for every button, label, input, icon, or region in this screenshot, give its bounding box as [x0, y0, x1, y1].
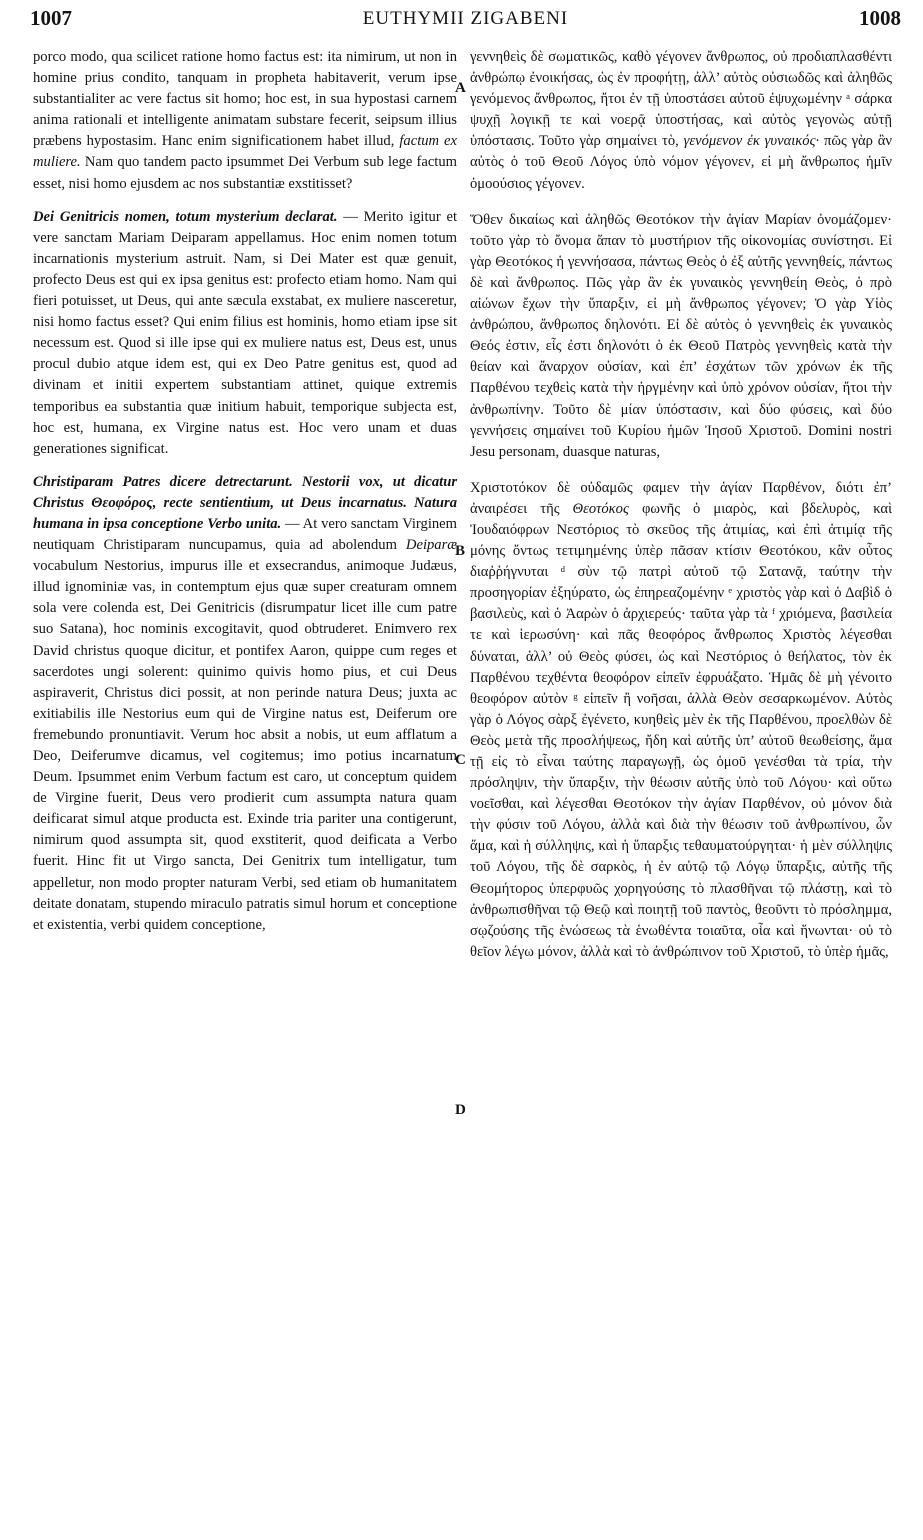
latin-p3-end: vocabulum Nestorius, impurus ille et exsecrandus, animoque Judæus, illud ignominiæ vas, in contemptum ejus quæ super creaturam omnem sola vere colenda est, Dei Genitricis (disrumpatur licet ille cum patre suo Satana), hoc nominis excogitavit, quod obtruderet. Enimvero rex David christus quoque dicitur, et pontifex Aaron, quippe cum reges et sacerdotes ungi solerent: quinimo quivis homo pius, et cui Deus aspiraverit, Christus dici possit, at non perinde natura Deus; juxta ac exitiabilis ille Nestorius eum qui de Virgine natus est, Deiferum ore fremebundo pronuntiavit. Verum hoc absit a nobis, ut eum afflatum a Deo, Deiferumve dicamus, vel cogitemus; imo potius incarnatum Deum. Ipsummet enim Verbum factum est caro, ut conceptum quidem de Virgine fuerit, Deus vero prodierit cum assumpta natura quam deificarat simul atque producta est. Exinde tria pariter una contigerunt, nimirum quod assumpta sit, quod exstiterit, quod deificata a Verbo fuerit. Hinc fit ut Virgo sancta, Dei Genitrix tum intelligatur, tum appelletur, non modo propter naturam Verbi, sed etiam ob humanitatem deitate donatam, stupendo miraculo patratis simul horum et conceptione et existentia, verbi quidem conceptione, — [33, 558, 457, 933]
latin-paragraph-3 — [33, 472, 457, 936]
greek-p1-italic: γενόμενον ἐκ γυναικός· — [683, 133, 820, 150]
margin-letter-c: C — [455, 752, 466, 768]
latin-p3-text: — At vero sanctam Virginem neutiquam Christiparam nuncupamus, quia ad abolendum — [33, 515, 457, 554]
latin-p3-italic: Deiparæ — [405, 537, 457, 554]
greek-p3-text: Χριστοτόκον δὲ οὐδαμῶς φαμεν τὴν ἁγίαν Παρθένον, διότι ἐπ’ ἀναιρέσει τῆς — [470, 479, 892, 517]
latin-p2-text: — Merito igitur et vere sanctam Mariam Deiparam appellamus. Hoc enim nomen totum incarnationis mysterium astruit. Nam, si Dei Mater est quæ genuit, profecto Deus est qui ex ipsa genitus est: profecto etiam homo. Nam qui fieri potuisset, ut Deus, qui ante sæcula exstabat, ex muliere nasceretur, nisi homo factus esset? Qui enim filius est hominis, homo etiam ipse sit necessum est. Quod si ille ipse qui ex muliere natus est, Deus est, unus procul dubio atque idem est, qui ex Deo Patre genitus est, quod ad divinam et initii expertem substantiam attinet, quique extremis temporibus ea substantia quæ initium habuit, temporique subjecta est, hoc est, humana, ex Virgine natus est. Hoc vero unam et duas generationes significat. — [33, 208, 457, 457]
latin-column — [33, 47, 457, 936]
greek-paragraph-3 — [470, 478, 892, 963]
latin-p1-end: Nam quo tandem pacto ipsummet Dei Verbum sub lege factum esset, nisi homo ejusdem ac nos substantiæ exstitisset? — [33, 154, 457, 192]
greek-column — [470, 47, 892, 963]
latin-p2-heading: Dei Genitricis nomen, totum mysterium declarat. — [33, 208, 338, 225]
greek-p1-text: γεννηθεὶς δὲ σωματικῶς, καθὸ γέγονεν ἄνθρωπος, οὐ προδιαπλασθέντι ἀνθρώπῳ ἐνοικήσας, ὡς ἐν προφήτῃ, ἀλλ’ αὐτὸς οὐσιωδῶς καὶ ἀληθῶς γενόμενος ἄνθρωπος, ἤτοι ἐν τῇ ὑποστάσει αὐτοῦ ἐψυχωμένην ᵃ σάρκα ψυχῇ λογικῇ τε καὶ νοερᾷ ὑποστήσας, καὶ αὐτὸς γεγονὼς αὐτῇ ὑπόστασις. Τοῦτο γὰρ σημαίνει τὸ, — [470, 49, 892, 150]
greek-p1-end: πῶς γὰρ ἂν αὐτὸς ὁ τοῦ Θεοῦ Λόγος ὑπὸ νόμον γέγονεν, εἰ μὴ ἄνθρωπος ἡμῖν ὁμοούσιος γέγονεν. — [470, 133, 893, 192]
greek-p3-end: φωνῆς ὁ μιαρὸς, καὶ βδελυρὸς, καὶ Ἰουδαιόφρων Νεστόριος τὸ σκεῦος τῆς ἀτιμίας, καὶ ἐπὶ ἀτιμίᾳ τῆς μόνης ὄντως τετιμημένης ὑπὲρ πᾶσαν κτίσιν Θεοτόκου, κἂν οὗτος διαῤῥήγνυται ᵈ σὺν τῷ πατρὶ αὐτοῦ τῷ Σατανᾷ, ταύτην τὴν προσηγορίαν ἐξηύρατο, ὡς ἐπηρεαζομένην ᵉ χριστὸς γὰρ καὶ ὁ Δαβὶδ ὁ βασιλεὺς, καὶ ὁ Ἀαρὼν ὁ ἀρχιερεύς· ταῦτα γὰρ τὰ ᶠ χριόμενα, βασιλεία τε καὶ ἱερωσύνη· καὶ πᾶς θεοφόρος ἄνθρωπος Χριστὸς λέγεσθαι δύναται, ἀλλ’ οὐ Θεὸς φύσει, ὡς καὶ Νεστόριος ὁ θεήλατος, τὸν ἐκ Παρθένου τεχθέντα θεοφόρον εἰπεῖν ἐφρυάξατο. Ἡμᾶς δὲ μὴ γένοιτο θεοφόρον αὐτὸν ᵍ εἰπεῖν ἢ νοῆσαι, ἀλλὰ Θεὸν σεσαρκωμένον. Αὐτὸς γὰρ ὁ Λόγος σὰρξ ἐγένετο, κυηθεὶς μὲν ἐκ τῆς Παρθένου, προελθὼν δὲ Θεὸς μετὰ τῆς προσλήψεως, ἤδη καὶ αὐτῆς ὑπ’ αὐτοῦ θεωθείσης, ἅμα τῇ εἰς τὸ εἶναι ταύτης παραγωγῇ, ὡς ὁμοῦ γενέσθαι τὰ τρία, τὴν πρόσληψιν, τὴν ὕπαρξιν, τὴν θέωσιν αὐτῆς ὑπὸ τοῦ Λόγου· καὶ οὕτω νοεῖσθαι, καὶ λέγεσθαι Θεοτόκον τὴν ἁγίαν Παρθένον, οὐ μόνον διὰ τὴν φύσιν τοῦ Λόγου, ἀλλὰ καὶ διὰ τὴν θέωσιν τοῦ ἀνθρωπίνου, ὧν ἅμα, καὶ ἡ σύλληψις, καὶ ἡ ὕπαρξις τεθαυματούργηται· ἡ μὲν σύλληψις τοῦ Λόγου, τῆς δὲ σαρκὸς, ἡ ἐν αὐτῷ τῷ Λόγῳ ὕπαρξις, αὐτῆς τῆς Θεομήτορος ὑπερφυῶς χορηγούσης τὸ πλασθῆναι τῷ πλάστῃ, καὶ τὸ ἀνθρωπισθῆναι τῷ Θεῷ καὶ ποιητῇ τοῦ παντὸς, θεοῦντι τὸ πρόσλημμα, σῳζούσης τῆς ἑνώσεως τὰ ἑνωθέντα τοιαῦτα, οἷα καὶ ἥνωνται· οὐ τὸ θεῖον λέγω μόνον, ἀλλὰ καὶ τὸ ἀνθρώπινον τοῦ Χριστοῦ, τὸ ὑπὲρ ἡμᾶς, — [470, 500, 893, 960]
latin-p1-italic: factum ex muliere. — [33, 133, 458, 171]
latin-p1-text: porco modo, qua scilicet ratione homo factus est: ita nimirum, ut non in homine prius condito, tanquam in propheta habitaverit, verum ipse substantialiter ac vere factus sit homo; hoc est, in sua hypostasi carnem anima rationali et intelligente animatam substare fecerit, seipsum illius præbens hypostasim. Hanc enim significationem habet illud, — [33, 49, 457, 150]
greek-p3-italic: Θεοτόκος — [572, 500, 629, 517]
latin-paragraph-2 — [33, 207, 457, 460]
margin-letter-b: B — [455, 543, 466, 559]
greek-p2-latin-line: Domini nostri Jesu personam, duasque naturas, — [470, 422, 893, 460]
greek-p2-text: Ὅθεν δικαίως καὶ ἀληθῶς Θεοτόκον τὴν ἁγίαν Μαρίαν ὀνομάζομεν· τοῦτο γὰρ τὸ ὄνομα ἅπαν τὸ μυστήριον τῆς οἰκονομίας συνίστησι. Εἰ γὰρ Θεοτόκος ἡ γεννήσασα, πάντως Θεὸς ὁ ἐξ αὐτῆς γεννηθείς, πάντως δὲ καὶ ἄνθρωπος. Πῶς γὰρ ἂν ἐκ γυναικὸς γεννηθείη Θεὸς, ὁ πρὸ αἰώνων ἔχων τὴν ὕπαρξιν, εἰ μὴ ἄνθρωπος γέγονεν; Ὁ γὰρ Υἱὸς ἀνθρώπου, ἄνθρωπος δηλονότι. Εἰ δὲ αὐτὸς ὁ γεννηθεὶς ἐκ γυναικὸς Θεός ἐστιν, εἷς ἐστι δηλονότι ὁ ἐκ Θεοῦ Πατρὸς γεννηθεὶς κατὰ τὴν θείαν καὶ ἄναρχον οὐσίαν, καὶ ἐπ’ ἐσχάτων τῶν χρόνων ἐκ τῆς Παρθένου τεχθεὶς κατὰ τὴν ἠργμένην καὶ ὑπὸ χρόνον οὐσίαν, ἤτοι τὴν ἀνθρωπίνην. Τοῦτο δὲ μίαν ὑπόστασιν, καὶ δύο φύσεις, καὶ δύο γεννήσεις σημαίνει τοῦ Κυρίου ἡμῶν Ἰησοῦ Χριστοῦ. — [470, 211, 892, 439]
page-header — [30, 6, 901, 46]
running-title: EUTHYMII ZIGABENI — [362, 8, 569, 29]
right-page-number: 1008 — [859, 6, 901, 30]
greek-paragraph-2 — [470, 210, 892, 463]
latin-paragraph-1 — [33, 47, 457, 195]
left-page-number: 1007 — [30, 6, 72, 30]
margin-letter-d: D — [455, 1102, 466, 1118]
latin-p3-heading: Christiparam Patres dicere detrectarunt. Nestorii vox, ut dicatur Christus Θεοφόρος, recte sentientium, ut Deus incarnatus. Natura humana in ipsa conceptione Verbo unita. — [33, 473, 457, 532]
greek-paragraph-1 — [470, 47, 892, 195]
margin-letter-a: A — [455, 80, 466, 96]
